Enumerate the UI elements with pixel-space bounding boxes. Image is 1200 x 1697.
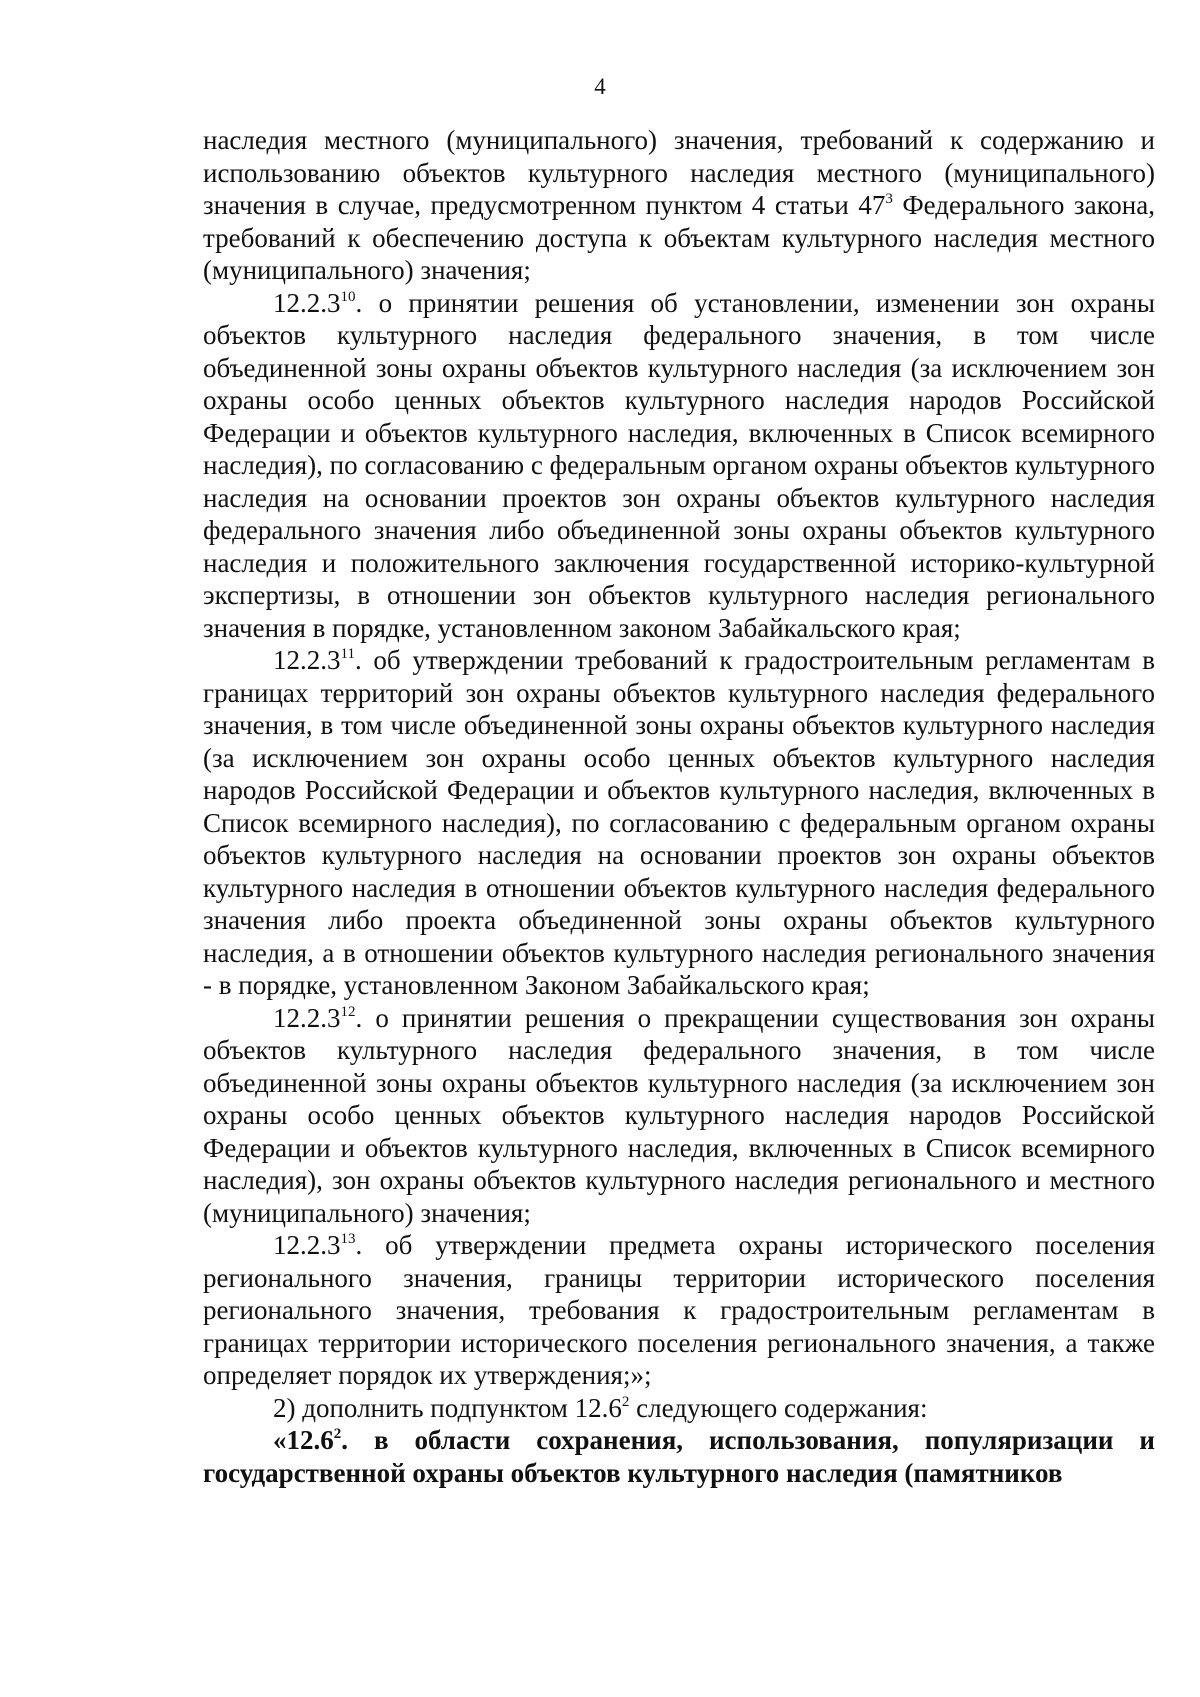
- paragraph-12-6-2: [203, 1424, 1155, 1489]
- paragraph-text: следующего содержания:: [629, 1392, 928, 1423]
- paragraph-text: . в области сохранения, использования, популяризации и государственной охраны объектов культурного наследия (памятников: [203, 1425, 1155, 1488]
- paragraph-continuation: [203, 124, 1155, 287]
- clause-superscript: 2: [333, 1426, 342, 1442]
- paragraph-12-2-3-11: [203, 644, 1155, 1002]
- clause-superscript: 12: [340, 1003, 356, 1020]
- clause-number: 12.2.3: [273, 1230, 341, 1260]
- paragraph-text: . об утверждении требований к градостроительным регламентам в границах территорий зон охраны объектов культурного наследия федерального значения, в том числе объединенной зоны охраны объектов культурного наследия (за исключением зон охраны особо ценных объектов культурного наследия народов Российской Федерации и объектов культурного наследия, включенных в Список всемирного наследия), по согласованию с федеральным органом охраны объектов культурного наследия на основании проектов зон охраны объектов культурного наследия в отношении объектов культурного наследия федерального значения либо проекта объединенной зоны охраны объектов культурного наследия, а в отношении объектов культурного наследия регионального значения - в порядке, установленном Законом Забайкальского края;: [203, 645, 1155, 1000]
- clause-superscript: 2: [621, 1393, 630, 1410]
- clause-superscript: 11: [340, 646, 355, 662]
- clause-number: 12.2.3: [273, 1002, 341, 1033]
- paragraph-text-continued: Федерального закона, требований к обеспечению доступа к объектам культурного наследия местного (муниципального) значения;: [203, 190, 1155, 285]
- paragraph-12-2-3-10: [203, 287, 1155, 645]
- clause-superscript: 13: [340, 1231, 356, 1247]
- clause-number: «12.6: [273, 1425, 334, 1455]
- paragraph-12-2-3-12: [203, 1002, 1155, 1230]
- clause-number: 12.2.3: [273, 645, 341, 675]
- clause-superscript: 10: [340, 288, 356, 305]
- paragraph-amendment-2: [203, 1392, 1155, 1425]
- clause-number: 12.2.3: [273, 287, 341, 318]
- amendment-lead: 2) дополнить подпунктом 12.6: [273, 1392, 622, 1423]
- paragraph-12-2-3-13: [203, 1229, 1155, 1392]
- paragraph-text: . об утверждении предмета охраны исторического поселения регионального значения, границы территории исторического поселения регионального значения, требования к градостроительным регламентам в границах территории исторического поселения регионального значения, а также определяет порядок их утверждения;»;: [203, 1230, 1155, 1390]
- superscript: 3: [885, 191, 893, 207]
- paragraph-text: наследия местного (муниципального) значения, требований к содержанию и использованию объектов культурного наследия местного (муниципального) значения в случае, предусмотренном пунктом 4 статьи 47: [203, 125, 1155, 220]
- page-number: 4: [594, 74, 606, 99]
- paragraph-text: . о принятии решения об установлении, изменении зон охраны объектов культурного наследия федерального значения, в том числе объединенной зоны охраны объектов культурного наследия (за исключением зон охраны особо ценных объектов культурного наследия народов Российской Федерации и объектов культурного наследия, включенных в Список всемирного наследия), по согласованию с федеральным органом охраны объектов культурного наследия на основании проектов зон охраны объектов культурного наследия федерального значения либо объединенной зоны охраны объектов культурного наследия и положительного заключения государственной историко-культурной экспертизы, в отношении зон объектов культурного наследия регионального значения в порядке, установленном законом Забайкальского края;: [203, 287, 1155, 643]
- paragraph-text: . о принятии решения о прекращении существования зон охраны объектов культурного наследия федерального значения, в том числе объединенной зоны охраны объектов культурного наследия (за исключением зон охраны особо ценных объектов культурного наследия народов Российской Федерации и объектов культурного наследия, включенных в Список всемирного наследия), зон охраны объектов культурного наследия регионального и местного (муниципального) значения;: [203, 1002, 1155, 1228]
- document-body: [203, 124, 1155, 1489]
